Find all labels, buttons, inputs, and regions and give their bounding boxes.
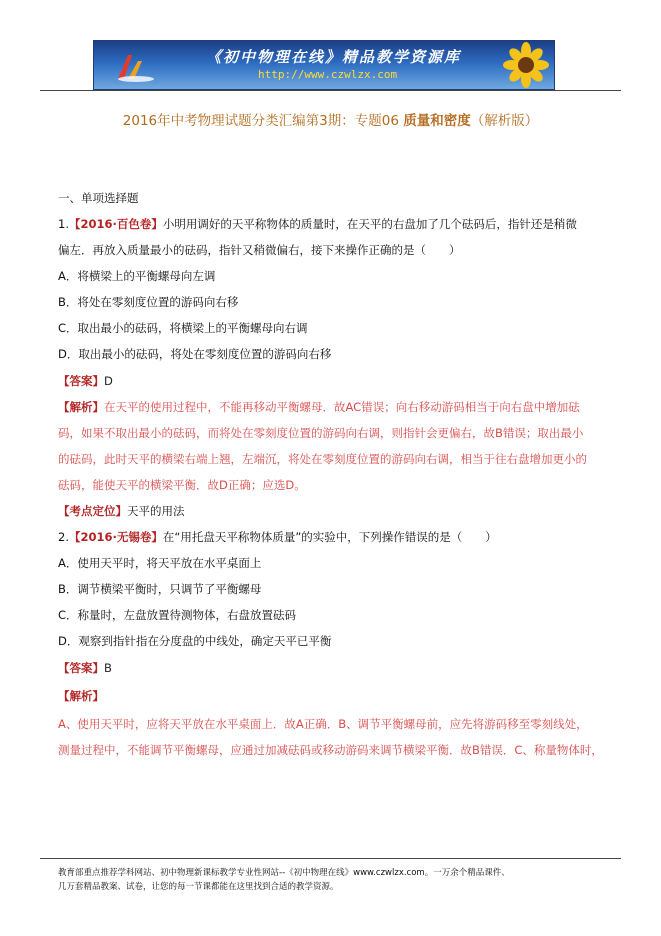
banner-url[interactable]: http://www.czwlzx.com	[258, 68, 398, 81]
header-divider	[40, 90, 621, 91]
q1-option-b: B．将处在零刻度位置的游码向右移	[58, 295, 239, 309]
q1-analysis-text: 在天平的使用过程中，不能再移动平衡螺母．故AC错误；向右移动游码相当于向右盘中增加砝	[104, 400, 580, 414]
q1-analysis-line1	[58, 399, 580, 415]
q1-stem-line1	[58, 216, 577, 232]
title-tail: （解析版）	[470, 113, 539, 129]
q2-analysis-tag: 【解析】	[58, 689, 104, 703]
q2-number: 2.	[58, 530, 69, 544]
banner-title: 《初中物理在线》精品教学资源库	[206, 48, 462, 66]
q2-option-c: C．称量时，左盘放置待测物体，右盘放置砝码	[58, 608, 297, 622]
q2-stem-text: 在“用托盘天平称物体质量”的实验中，下列操作错误的是（ ）	[162, 530, 497, 544]
footer-divider	[40, 858, 621, 859]
q1-analysis-line3: 的砝码，此时天平的横梁右端上翘，左端沉，将处在零刻度位置的游码向右调，相当于往右盘增加更小的	[58, 452, 587, 466]
q1-analysis-line2: 码，如果不取出最小的砝码，而将处在零刻度位置的游码向右调，则指针会更偏右，故B错误；取出最小	[58, 426, 584, 440]
q1-number: 1.	[58, 217, 69, 231]
q1-answer-value: D	[104, 374, 113, 388]
page-title	[0, 109, 661, 129]
q1-option-d: D．取出最小的砝码，将处在零刻度位置的游码向右移	[58, 347, 332, 361]
q1-answer-tag: 【答案】	[58, 374, 104, 388]
q1-stem-text: 小明用调好的天平称物体的质量时，在天平的右盘加了几个砝码后，指针还是稍微	[162, 217, 577, 231]
q1-point-text: 天平的用法	[127, 504, 185, 518]
q2-option-b: B．调节横梁平衡时，只调节了平衡螺母	[58, 582, 262, 596]
q2-option-a: A．使用天平时，将天平放在水平桌面上	[58, 556, 262, 570]
q2-source: 【2016·无锡卷】	[68, 530, 163, 544]
q2-analysis-heading	[58, 688, 104, 704]
q1-answer	[58, 373, 113, 389]
title-main: 2016年中考物理试题分类汇编第3期：专题06	[122, 113, 404, 129]
q1-analysis-tag: 【解析】	[58, 400, 104, 414]
sunflower-icon	[486, 41, 550, 89]
logo-icon	[114, 49, 154, 83]
q2-option-d: D．观察到指针指在分度盘的中线处，确定天平已平衡	[58, 634, 332, 648]
q1-stem-line2: 偏左．再放入质量最小的砝码，指针又稍微偏右，接下来操作正确的是（ ）	[58, 243, 461, 257]
footer-line1: 教育部重点推荐学科网站、初中物理新课标教学专业性网站--《初中物理在线》www.czwlzx.com。一万余个精品课件、	[58, 868, 510, 878]
q2-answer-tag: 【答案】	[58, 661, 104, 675]
section-heading: 一、单项选择题	[58, 191, 139, 205]
q1-analysis-line4: 砝码，能使天平的横梁平衡．故D正确；应选D。	[58, 478, 306, 492]
q1-point-tag: 【考点定位】	[58, 504, 127, 518]
q2-answer	[58, 660, 112, 676]
header-banner	[93, 40, 555, 90]
q2-answer-value: B	[104, 661, 112, 675]
q1-option-a: A．将横梁上的平衡螺母向左调	[58, 269, 216, 283]
q1-point	[58, 503, 185, 519]
q1-option-c: C．取出最小的砝码，将横梁上的平衡螺母向右调	[58, 321, 308, 335]
q2-analysis-line2: 测量过程中，不能调节平衡螺母，应通过加减砝码或移动游码来调节横梁平衡．故B错误．C、称量物体时，	[58, 743, 603, 757]
q2-analysis-line1: A、使用天平时，应将天平放在水平桌面上．故A正确．B、调节平衡螺母前，应先将游码移至零刻线处，	[58, 717, 588, 731]
q2-stem-line1	[58, 529, 497, 545]
q1-source: 【2016·百色卷】	[68, 217, 163, 231]
footer-line2: 几万套精品教案、试卷，让您的每一节课都能在这里找到合适的教学资源。	[58, 882, 339, 892]
title-topic: 质量和密度	[403, 113, 471, 129]
